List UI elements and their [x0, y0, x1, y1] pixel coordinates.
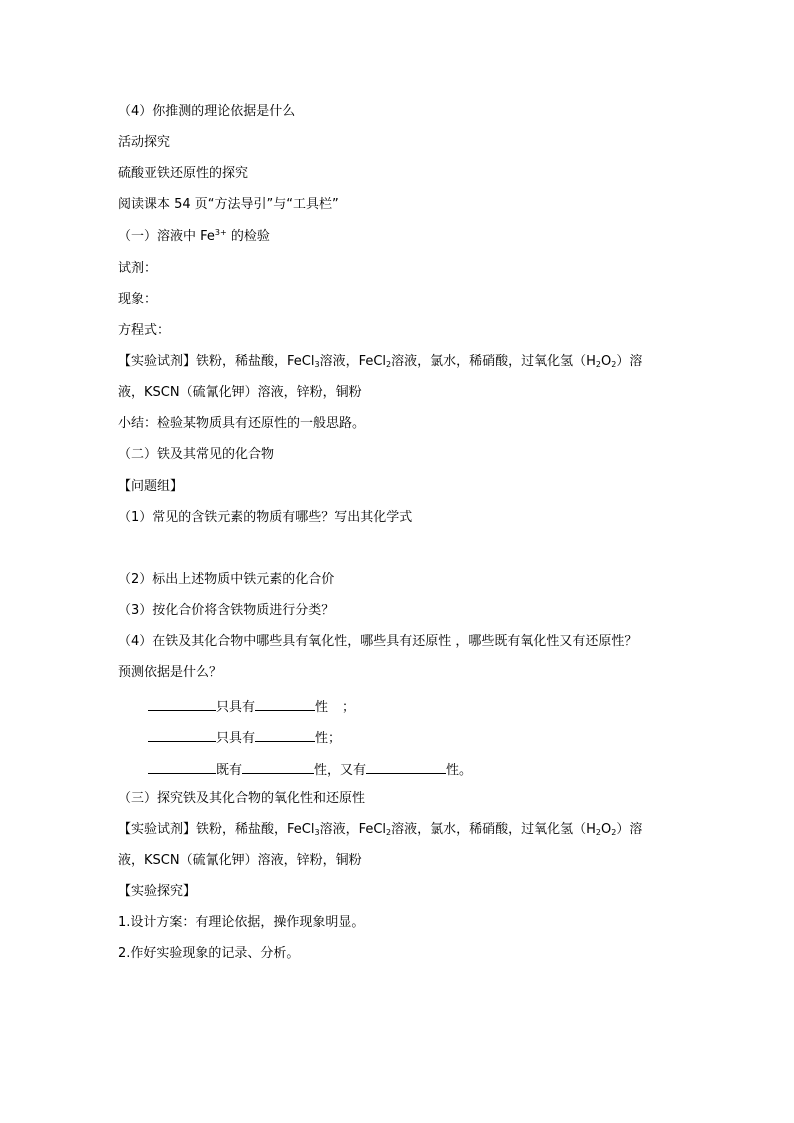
reagent-label: 试剂：	[118, 261, 158, 276]
blank[interactable]	[148, 696, 216, 711]
subscript: 2	[611, 828, 617, 837]
subscript: 3	[314, 360, 320, 369]
blank[interactable]	[242, 759, 314, 774]
fill-text: ；	[342, 700, 356, 715]
question-4: （4）在铁及其化合物中哪些具有氧化性，哪些具有还原性 ，哪些既有氧化性又有还原性？	[118, 634, 638, 649]
reagent-text: 溶液，氯水，稀硝酸，过氧化氢（H	[391, 822, 596, 837]
subscript: 2	[595, 360, 601, 369]
fill-text: 只具有	[216, 700, 256, 715]
experiment-reagents-line-2: 液，KSCN（硫氰化钾）溶液，锌粉，铜粉	[118, 385, 362, 400]
reagent-text: O	[601, 354, 612, 369]
subscript: 2	[611, 360, 617, 369]
fe-charge: 3+	[214, 228, 227, 237]
experiment-reagents-2-line-1	[118, 820, 642, 840]
section-2-heading: （二）铁及其常见的化合物	[118, 447, 275, 462]
section-1-prefix: （一）溶液中 Fe	[118, 229, 215, 244]
step-2: 2.作好实验现象的记录、分析。	[118, 946, 300, 961]
blank[interactable]	[255, 696, 315, 711]
experiment-reagents-line-1	[118, 352, 642, 372]
step-1: 1.设计方案：有理论依据，操作现象明显。	[118, 915, 365, 930]
equation-label: 方程式：	[118, 323, 171, 338]
section-3-heading: （三）探究铁及其化合物的氧化性和还原性	[118, 791, 366, 806]
activity-heading: 活动探究	[118, 135, 171, 150]
reagent-text: 【实验试剂】铁粉，稀盐酸，FeCl	[118, 822, 315, 837]
reagent-text: O	[601, 822, 612, 837]
question-3: （3）按化合价将含铁物质进行分类？	[118, 603, 335, 618]
blank[interactable]	[148, 759, 216, 774]
fill-text: 既有	[216, 763, 243, 778]
reagent-text: 溶液，氯水，稀硝酸，过氧化氢（H	[391, 354, 596, 369]
ferrous-sulfate-title: 硫酸亚铁还原性的探究	[118, 166, 249, 181]
subscript: 2	[595, 828, 601, 837]
reagent-text: ）溶	[616, 822, 643, 837]
experiment-explore-heading: 【实验探究】	[118, 884, 197, 899]
summary: 小结：检验某物质具有还原性的一般思路。	[118, 416, 366, 431]
question-group-heading: 【问题组】	[118, 479, 184, 494]
question-2: （2）标出上述物质中铁元素的化合价	[118, 572, 335, 587]
phenomenon-label: 现象：	[118, 292, 158, 307]
question-1: （1）常见的含铁元素的物质有哪些？写出其化学式	[118, 510, 413, 525]
fill-line-1	[148, 696, 355, 716]
reagent-text: 【实验试剂】铁粉，稀盐酸，FeCl	[118, 354, 315, 369]
fill-text: 性；	[315, 731, 342, 746]
reagent-text: 溶液，FeCl	[319, 822, 387, 837]
reagent-text: ）溶	[616, 354, 643, 369]
subscript: 3	[314, 828, 320, 837]
blank[interactable]	[366, 759, 446, 774]
reading-instruction: 阅读课本 54 页“方法导引”与“工具栏”	[118, 197, 339, 212]
blank[interactable]	[255, 727, 315, 742]
question-4-basis: 预测依据是什么？	[118, 665, 223, 680]
question-4-theory: （4）你推测的理论依据是什么	[118, 104, 296, 119]
subscript: 2	[386, 828, 392, 837]
section-1-heading	[118, 227, 270, 247]
experiment-reagents-2-line-2: 液，KSCN（硫氰化钾）溶液，锌粉，铜粉	[118, 853, 362, 868]
fill-line-2	[148, 727, 341, 747]
fill-text: 性	[315, 700, 329, 715]
reagent-text: 溶液，FeCl	[319, 354, 387, 369]
fill-text: 只具有	[216, 731, 256, 746]
fill-text: 性，又有	[314, 763, 367, 778]
section-1-suffix: 的检验	[226, 229, 270, 244]
fill-line-3	[148, 759, 472, 779]
blank[interactable]	[148, 727, 216, 742]
subscript: 2	[386, 360, 392, 369]
fill-text: 性。	[446, 763, 473, 778]
